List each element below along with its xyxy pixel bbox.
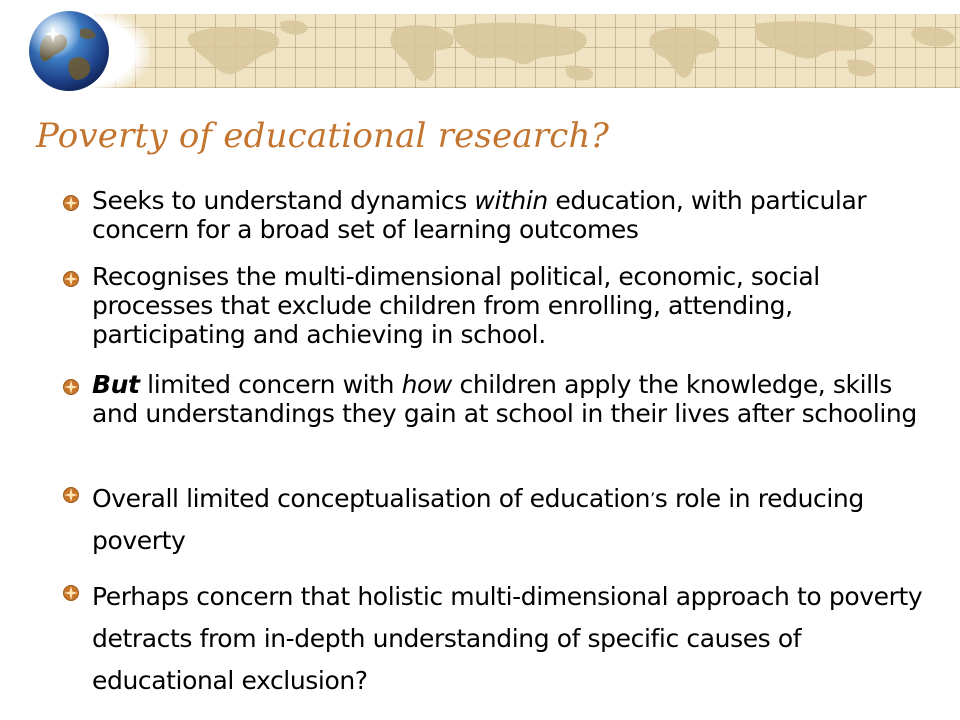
bullet-item	[62, 370, 942, 428]
bullet-text	[92, 262, 942, 349]
bullet-text	[92, 576, 942, 702]
bullet-item	[62, 186, 942, 244]
compass-bullet-icon	[62, 270, 80, 288]
bullet-segment: children apply the knowledge, skills and understandings they gain at school in their lives after schooling	[92, 370, 917, 428]
compass-bullet-icon	[62, 194, 80, 212]
bullet-segment: Overall limited conceptualisation of education	[92, 484, 651, 513]
bullet-segment: how	[401, 370, 452, 399]
bullet-segment: education, with particular concern for a broad set of learning outcomes	[92, 186, 867, 244]
bullet-segment: ’	[650, 489, 655, 508]
compass-bullet-icon	[62, 584, 80, 602]
bullet-segment: Seeks to understand dynamics	[92, 186, 475, 215]
bullet-segment: within	[474, 186, 548, 215]
compass-bullet-icon	[62, 378, 80, 396]
bullet-item	[62, 576, 942, 702]
bullet-item	[62, 478, 942, 562]
bullet-segment: limited concern with	[139, 370, 402, 399]
bullet-text	[92, 370, 942, 428]
bullet-item	[62, 262, 942, 349]
bullet-text	[92, 186, 942, 244]
bullet-segment: s role in reducing poverty	[92, 484, 864, 555]
bullet-text	[92, 478, 942, 562]
compass-bullet-icon	[62, 486, 80, 504]
bullet-segment: Perhaps concern that holistic multi-dimensional approach to poverty detracts from in-depth understanding of specific causes of educational exclusion?	[92, 582, 923, 695]
bullet-segment: But	[92, 370, 140, 399]
bullet-segment: Recognises the multi-dimensional political, economic, social processes that exclude children from enrolling, attending, participating and achieving in school.	[92, 262, 820, 349]
slide-title: Poverty of educational research?	[36, 116, 610, 156]
